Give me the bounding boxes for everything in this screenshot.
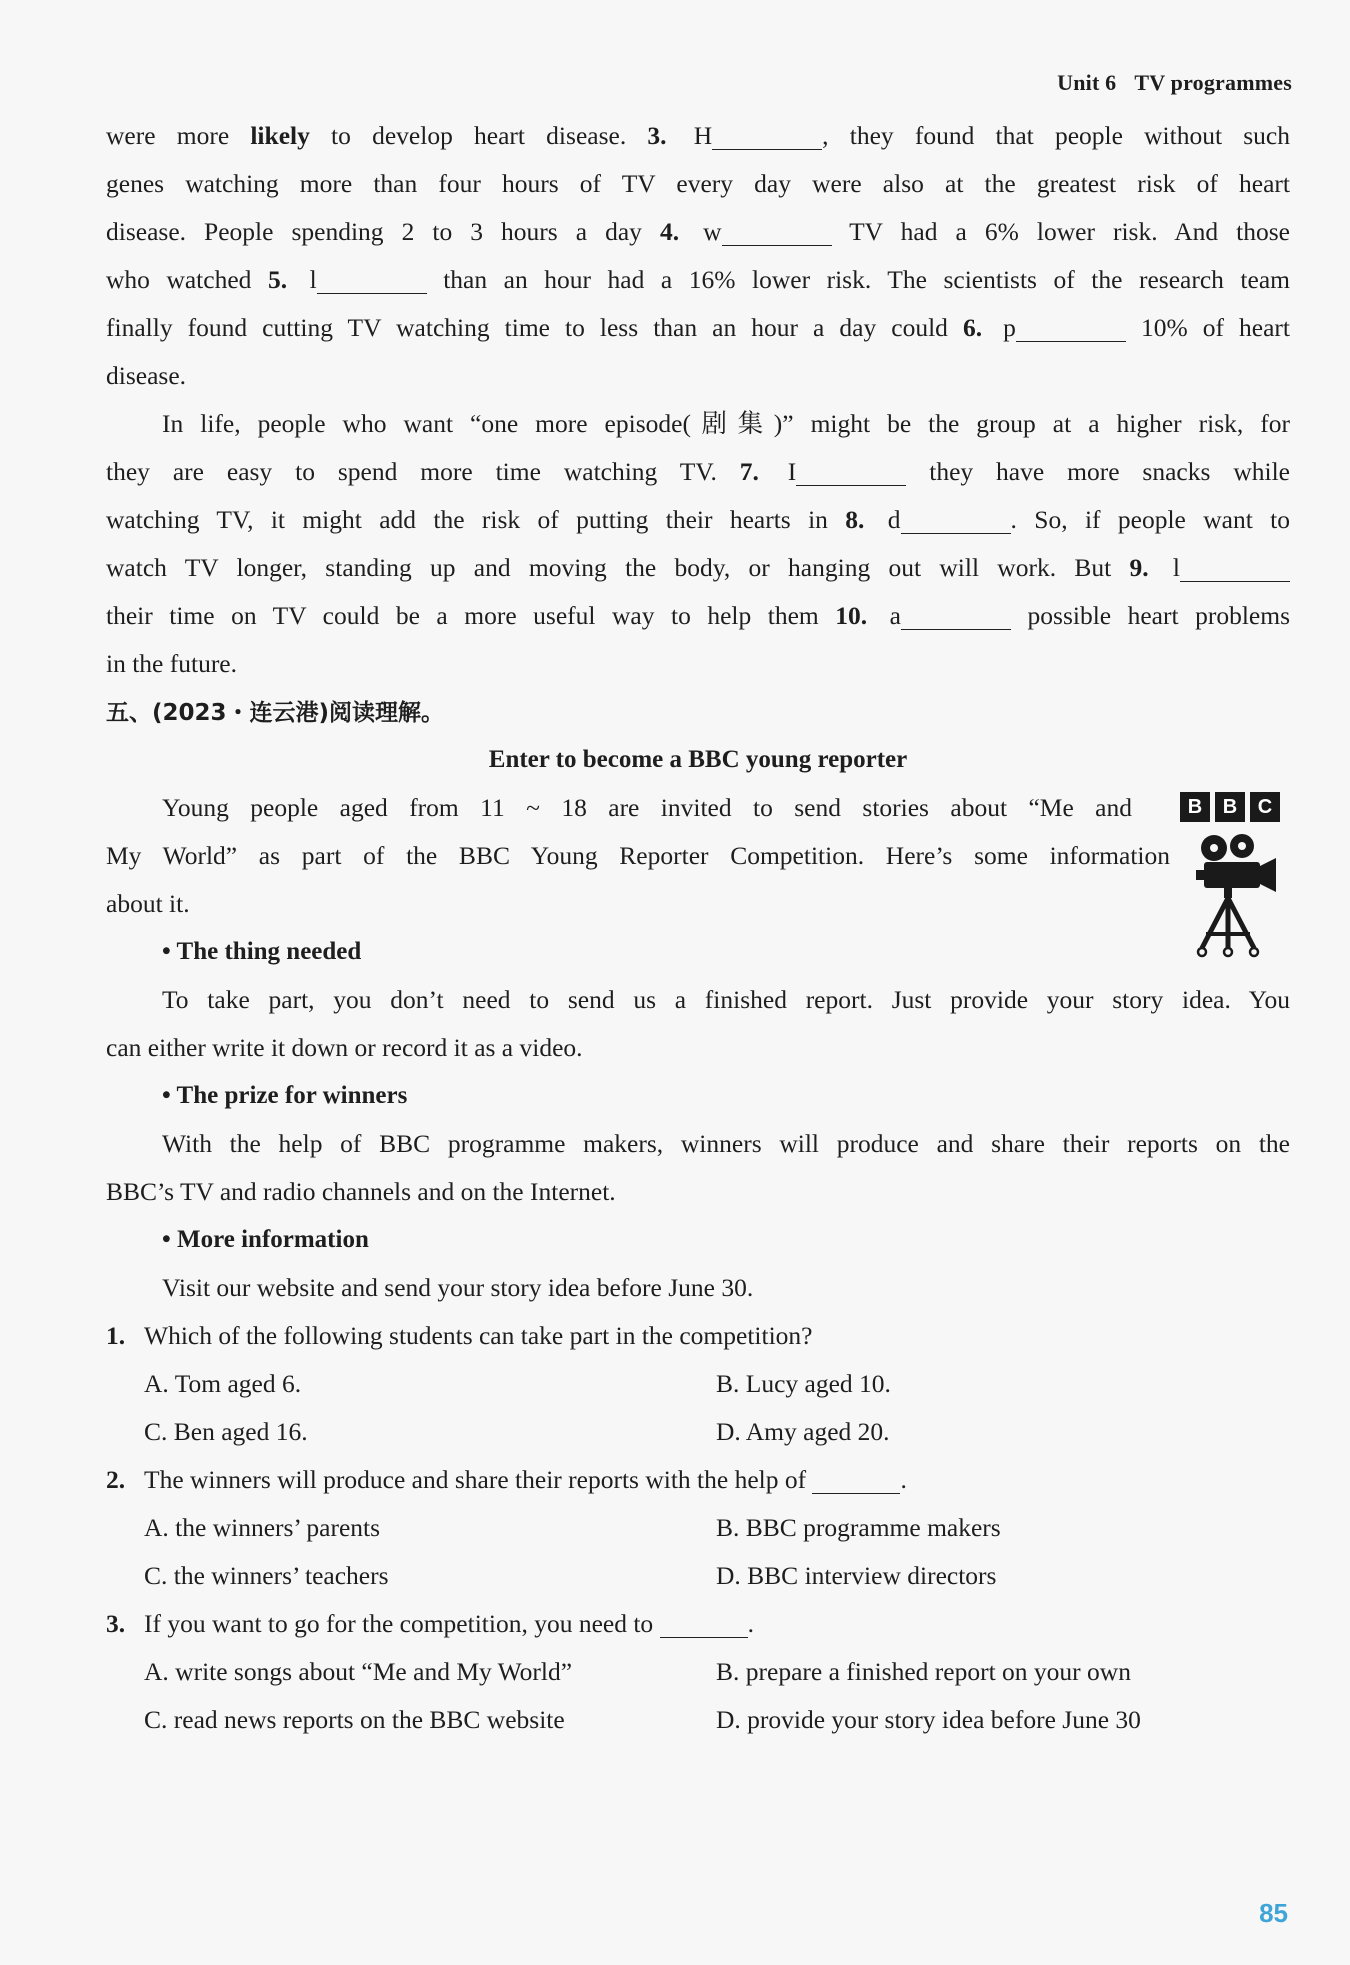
passage-line: they are easy to spend more time watching TV. 7. I they have more snacks while <box>106 457 1290 486</box>
unit-title: TV programmes <box>1134 70 1292 95</box>
subheading-prize: • The prize for winners <box>162 1082 408 1109</box>
options-row <box>106 1408 1290 1456</box>
question-3: 3. If you want to go for the competition, you need to . <box>106 1609 754 1638</box>
passage-line: In life, people who want “one more episode(剧集)” might be the group at a higher risk, for <box>162 409 1290 438</box>
article-line: My World” as part of the BBC Young Reporter Competition. Here’s some information <box>106 841 1170 870</box>
article-line: With the help of BBC programme makers, winners will produce and share their reports on the <box>162 1129 1290 1158</box>
passage-line: were more likely to develop heart disease. 3. H , they found that people without such <box>106 121 1291 150</box>
option-c[interactable]: C. Ben aged 16. <box>144 1417 308 1446</box>
option-a[interactable]: A. the winners’ parents <box>144 1513 381 1542</box>
passage-line: who watched 5. l than an hour had a 16% lower risk. The scientists of the research team <box>106 265 1290 294</box>
article-line: Young people aged from 11 ~ 18 are invited to send stories about “Me and <box>162 793 1132 822</box>
page-header <box>1057 70 1292 96</box>
option-d[interactable]: D. provide your story idea before June 30 <box>716 1705 1141 1734</box>
passage-line: watching TV, it might add the risk of putting their hearts in 8. d . So, if people want to <box>106 505 1290 534</box>
passage-line: watch TV longer, standing up and moving the body, or hanging out will work. But 9. l <box>106 544 1290 592</box>
passage-line: genes watching more than four hours of TV every day were also at the greatest risk of heart <box>106 169 1290 198</box>
answer-blank-7[interactable] <box>796 455 906 486</box>
option-a[interactable]: A. Tom aged 6. <box>144 1369 302 1398</box>
unit-label: Unit 6 <box>1057 70 1117 95</box>
content <box>106 112 1290 1744</box>
answer-blank-q2[interactable] <box>812 1463 900 1494</box>
bbc-logo-illustration <box>1180 792 1292 965</box>
option-b[interactable]: B. Lucy aged 10. <box>716 1369 891 1398</box>
subheading-more-info: • More information <box>162 1226 369 1253</box>
question-2: 2. The winners will produce and share their reports with the help of . <box>106 1465 907 1494</box>
option-b[interactable]: B. BBC programme makers <box>716 1513 1001 1542</box>
passage-line: finally found cutting TV watching time to less than an hour a day could 6. p 10% of heart <box>106 313 1290 342</box>
article-line: Visit our website and send your story idea before June 30. <box>162 1273 754 1302</box>
answer-blank-5[interactable] <box>317 263 427 294</box>
article-line: about it. <box>106 889 190 918</box>
options-row <box>106 1696 1290 1744</box>
article-line: To take part, you don’t need to send us a finished report. Just provide your story idea. You <box>162 985 1290 1014</box>
question-1: 1. Which of the following students can take part in the competition? <box>106 1321 813 1350</box>
answer-blank-10[interactable] <box>901 599 1011 630</box>
bbc-logo: B B C <box>1180 792 1292 822</box>
film-camera-icon <box>1192 830 1292 960</box>
answer-blank-8[interactable] <box>901 503 1011 534</box>
answer-blank-3[interactable] <box>712 119 822 150</box>
answer-blank-q3[interactable] <box>660 1607 748 1638</box>
passage-line: in the future. <box>106 649 237 678</box>
passage-line: their time on TV could be a more useful way to help them 10. a possible heart problems <box>106 601 1290 630</box>
article-line: can either write it down or record it as a video. <box>106 1033 583 1062</box>
option-a[interactable]: A. write songs about “Me and My World” <box>144 1657 573 1686</box>
passage-line: disease. <box>106 361 187 390</box>
option-c[interactable]: C. read news reports on the BBC website <box>144 1705 565 1734</box>
passage-line: disease. People spending 2 to 3 hours a day 4. w TV had a 6% lower risk. And those <box>106 217 1290 246</box>
page-number: 85 <box>1259 1898 1288 1928</box>
options-row <box>106 1504 1290 1552</box>
answer-blank-4[interactable] <box>722 215 832 246</box>
answer-blank-9[interactable] <box>1180 551 1290 582</box>
options-row <box>106 1360 1290 1408</box>
options-row <box>106 1552 1290 1600</box>
article-title: Enter to become a BBC young reporter <box>488 746 908 773</box>
option-c[interactable]: C. the winners’ teachers <box>144 1561 389 1590</box>
answer-blank-6[interactable] <box>1016 311 1126 342</box>
option-d[interactable]: D. BBC interview directors <box>716 1561 997 1590</box>
section-heading: 五、(2023・连云港)阅读理解。 <box>106 700 445 726</box>
subheading-thing-needed: • The thing needed <box>162 938 362 965</box>
option-b[interactable]: B. prepare a finished report on your own <box>716 1657 1131 1686</box>
option-d[interactable]: D. Amy aged 20. <box>716 1417 890 1446</box>
options-row <box>106 1648 1290 1696</box>
article-line: BBC’s TV and radio channels and on the Internet. <box>106 1177 616 1206</box>
